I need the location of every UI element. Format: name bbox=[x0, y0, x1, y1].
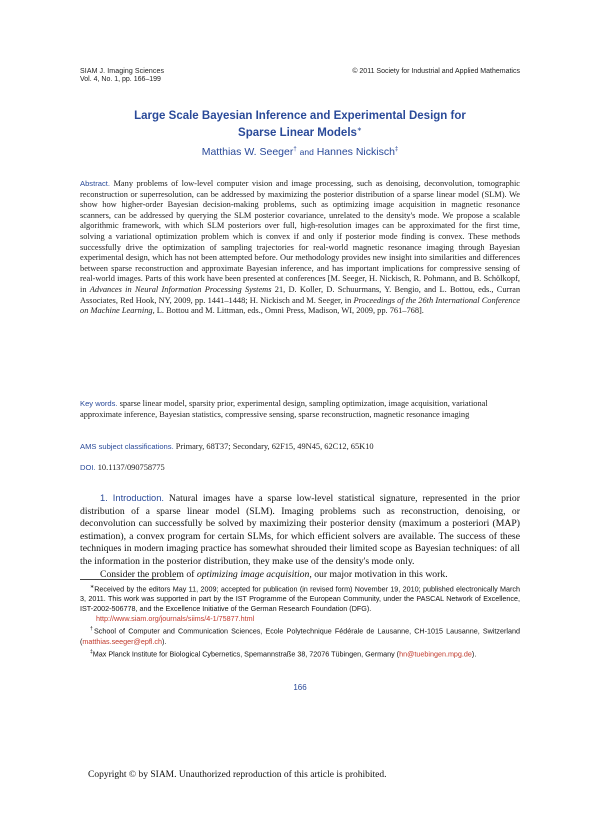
footnote-epfl bbox=[80, 624, 520, 646]
footnote-3-mark: ‡ bbox=[90, 648, 93, 655]
intro-p1-text: Natural images have a sparse low-level statistical signature, represented in the prior distribution of a sparse linear model (SLM). Imaging problems such as reconstruction, denoising, or deconvolution can successfully be solved by maximizing their posterior density (maximum a posteriori (MAP) estimation), a convex program for certain SLMs, for which efficient solvers are available. The success of these techniques in modern imaging practice has somewhat shrouded their limited scope as Bayesian techniques: of all the information in the posterior distribution, they make use of the density's mode only. bbox=[80, 493, 520, 567]
doi-label: DOI. bbox=[80, 463, 96, 472]
author-list bbox=[80, 146, 520, 158]
running-header-left bbox=[80, 68, 164, 84]
author-nickisch: Hannes Nickisch bbox=[316, 146, 395, 158]
abstract bbox=[80, 179, 520, 317]
nickisch-email-link[interactable]: hn@tuebingen.mpg.de bbox=[399, 649, 472, 659]
abstract-text-a: Many problems of low-level computer vision and image processing, such as denoising, deconvolution, tomographic reconstruction or superresolution, can be addressed by maximizing the posterior distribution of a sparse linear model (SLM). We show how higher-order Bayesian decision-making problems, such as optimizing image acquisition in magnetic resonance scanners, can be addressed by querying the SLM posterior covariance, unrelated to the density's mode. We propose a scalable algorithmic framework, with which SLM posteriors over full, high-resolution images can be approximated for the first time, solving a variational optimization problem which is convex if and only if posterior mode finding is convex. These methods successfully drive the optimization of sampling trajectories for real-world magnetic resonance imaging through Bayesian experimental design, which has not been attempted before. Our methodology provides new insight into similarities and differences between sparse reconstruction and approximate Bayesian inference, and has important implications for compressive sensing of real-world images. Parts of this work have been presented at conferences [M. Seeger, H. Nickisch, R. Pohmann, and B. Schölkopf, in bbox=[80, 179, 521, 294]
intro-paragraph-1 bbox=[80, 492, 520, 569]
author-and: and bbox=[299, 147, 314, 157]
footnote-2-text-b: ). bbox=[162, 636, 167, 646]
abstract-text-b: 21, D. Koller, D. Schuurmans, Y. Bengio, and L. Bottou, eds., Curran Associates, Red Hook, NY, 2009, pp. 1441–1448; H. Nickisch and M. Seeger, in bbox=[80, 284, 521, 305]
doi bbox=[80, 463, 520, 474]
footnote-2-mark: † bbox=[90, 626, 94, 633]
page-number: 166 bbox=[293, 683, 307, 692]
abstract-text-c: , L. Bottou and M. Littman, eds., Omni Press, Madison, WI, 2009, pp. 761–768]. bbox=[152, 306, 424, 316]
footnote-3-text-b: ). bbox=[471, 649, 477, 659]
intro-p2-b: , our major motivation in this work. bbox=[309, 568, 448, 580]
abstract-venue-icml: Proceedings of the 26th International Conference on Machine Learning bbox=[80, 295, 521, 316]
footnote-1-mark: ∗ bbox=[90, 584, 95, 590]
author-nickisch-mark[interactable]: ‡ bbox=[394, 146, 399, 153]
footnote-mpi bbox=[80, 647, 520, 659]
copyright-footer: Copyright © by SIAM. Unauthorized reproduction of this article is prohibited. bbox=[88, 770, 387, 780]
section-heading-introduction: 1. Introduction. bbox=[100, 493, 164, 503]
author-seeger-mark[interactable]: † bbox=[293, 146, 297, 153]
journal-volume: Vol. 4, No. 1, pp. 166–199 bbox=[80, 76, 161, 83]
footnote-2-text-a: School of Computer and Communication Sciences, Ecole Polytechnique Fédérale de Lausanne, CH-1015 Lausanne, Switzerland ( bbox=[80, 626, 520, 646]
title-line-1: Large Scale Bayesian Inference and Experimental Design for bbox=[134, 110, 466, 122]
title-footnote-mark[interactable]: ∗ bbox=[356, 127, 362, 133]
keywords-label: Key words. bbox=[80, 399, 118, 408]
author-seeger: Matthias W. Seeger bbox=[201, 146, 294, 158]
intro-p2-emphasis: optimizing image acquisition bbox=[196, 568, 310, 580]
paper-title bbox=[80, 109, 520, 140]
footnote-received bbox=[80, 582, 520, 614]
footnote-rule bbox=[80, 579, 176, 580]
ams-classifications bbox=[80, 442, 520, 453]
title-line-2: Sparse Linear Models bbox=[238, 126, 357, 139]
running-header-copyright: © 2011 Society for Industrial and Applied Mathematics bbox=[352, 68, 520, 75]
footnote-3-text-a: Max Planck Institute for Biological Cybernetics, Spemannstraße 38, 72076 Tübingen, Germany ( bbox=[92, 649, 400, 659]
doi-value: 10.1137/090758775 bbox=[97, 463, 165, 472]
abstract-label: Abstract. bbox=[80, 179, 110, 188]
intro-p2-a: Consider the problem of bbox=[100, 568, 195, 580]
seeger-email-link[interactable]: matthias.seeger@epfl.ch bbox=[82, 636, 163, 646]
journal-name: SIAM J. Imaging Sciences bbox=[80, 68, 165, 75]
keywords bbox=[80, 399, 520, 420]
article-url-link[interactable]: http://www.siam.org/journals/siims/4-1/75877.html bbox=[96, 614, 255, 624]
introduction-section bbox=[80, 492, 520, 581]
keywords-text: sparse linear model, sparsity prior, experimental design, sampling optimization, image acquisition, variational approximate inference, Bayesian statistics, compressive sensing, sparse reconstruction, magnetic resonance imaging bbox=[80, 399, 488, 419]
ams-label: AMS subject classifications. bbox=[80, 442, 174, 451]
footnote-1-text: Received by the editors May 11, 2009; accepted for publication (in revised form) November 19, 2010; published electronically March 3, 2011. This work was supported in part by the IST Programme of the European Community, under the PASCAL Network of Excellence, IST-2002-506778, and the Excellence Initiative of the German Research Foundation (DFG). bbox=[80, 584, 520, 614]
abstract-venue-nips: Advances in Neural Information Processing Systems bbox=[89, 284, 272, 294]
footnotes bbox=[80, 582, 520, 659]
ams-text: Primary, 68T37; Secondary, 62F15, 49N45, 62C12, 65K10 bbox=[175, 442, 374, 451]
